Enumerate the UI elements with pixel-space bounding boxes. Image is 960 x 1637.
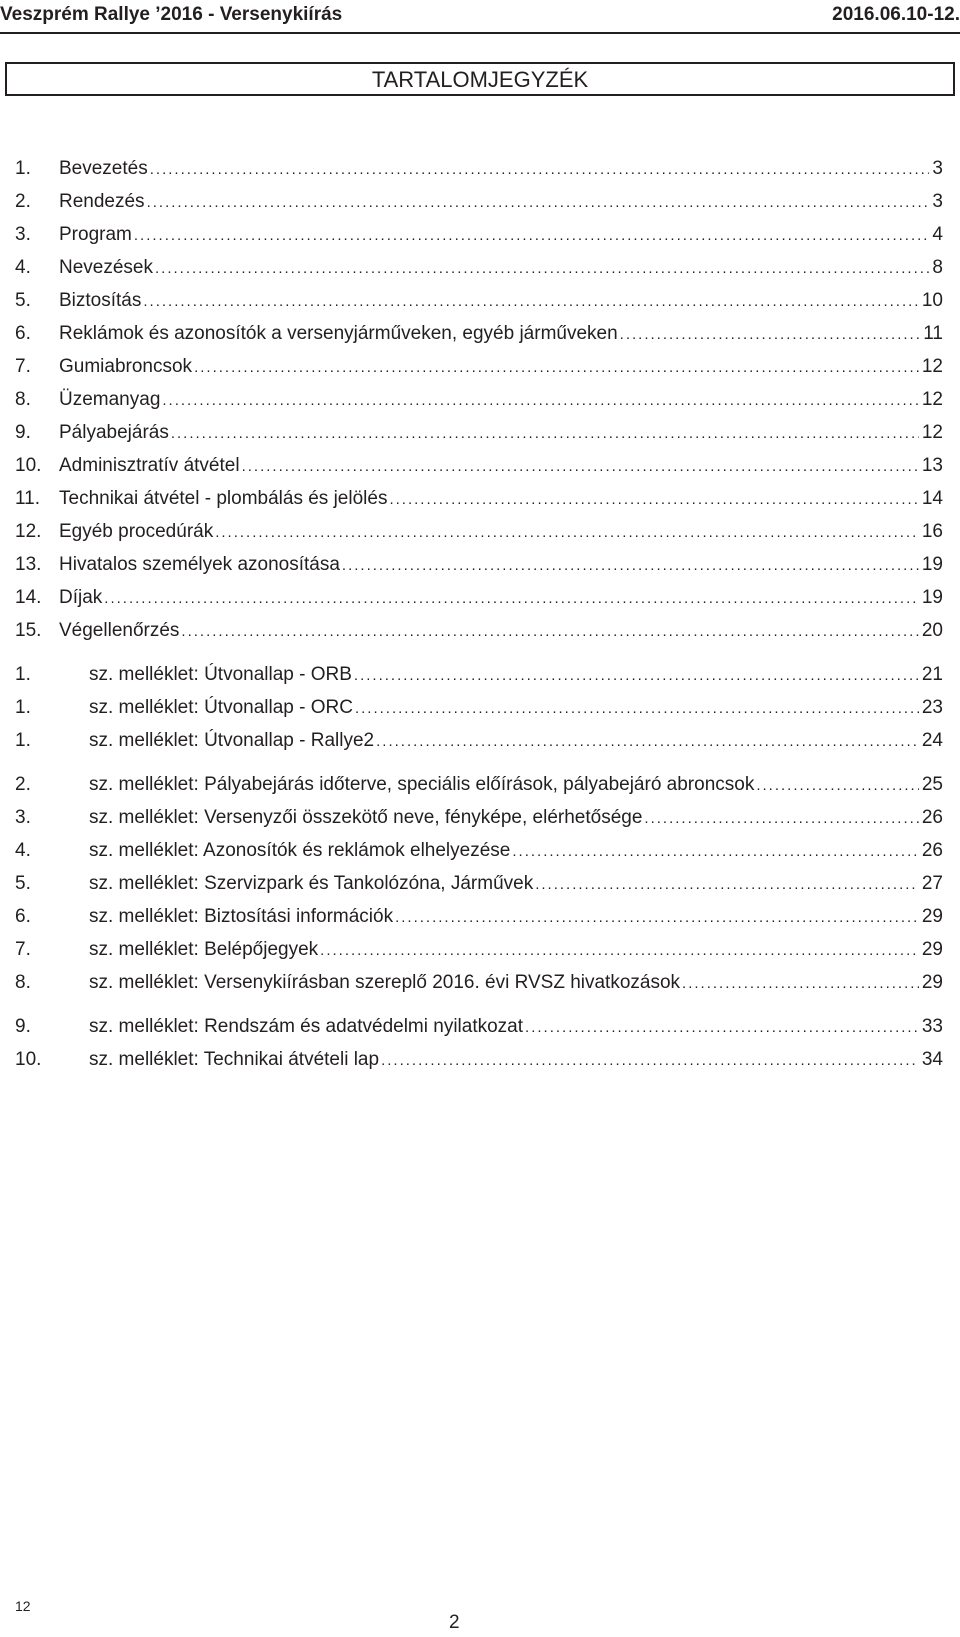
appendix-number: 7. <box>15 939 31 960</box>
appendix-row[interactable] <box>15 658 943 691</box>
appendix-number: 3. <box>15 807 31 828</box>
dot-leader <box>355 692 919 725</box>
dot-leader <box>150 153 930 186</box>
dot-leader <box>320 934 919 967</box>
toc-page: 11 <box>923 323 943 344</box>
appendix-page: 21 <box>921 664 943 685</box>
toc-row[interactable] <box>15 350 943 383</box>
appendix-row[interactable] <box>15 834 943 867</box>
appendix-number: 8. <box>15 972 31 993</box>
appendix-row[interactable] <box>15 801 943 834</box>
appendix-text: sz. melléklet: Pályabejárás időterve, speciális előírások, pályabejáró abroncsok <box>89 774 755 795</box>
dot-leader <box>171 417 919 450</box>
appendix-page: 27 <box>921 873 943 894</box>
dot-leader <box>381 1044 919 1077</box>
appendix-text: sz. melléklet: Technikai átvételi lap <box>89 1049 380 1070</box>
appendix-row[interactable] <box>15 900 943 933</box>
toc-row[interactable] <box>15 218 943 251</box>
appendix-row[interactable] <box>15 933 943 966</box>
toc-row[interactable] <box>15 317 943 350</box>
appendix-text: sz. melléklet: Belépőjegyek <box>89 939 319 960</box>
toc-number: 12. <box>15 521 42 542</box>
appendix-number: 10. <box>15 1049 42 1070</box>
dot-leader <box>389 483 918 516</box>
toc-number: 9. <box>15 422 31 443</box>
toc-page: 12 <box>921 389 943 410</box>
toc-number: 11. <box>15 488 41 509</box>
toc-page: 3 <box>932 191 943 212</box>
toc-title: TARTALOMJEGYZÉK <box>371 67 589 92</box>
dot-leader <box>354 659 919 692</box>
toc-page: 4 <box>932 224 943 245</box>
dot-leader <box>242 450 919 483</box>
toc-row[interactable] <box>15 614 943 647</box>
appendix-row[interactable] <box>15 724 943 757</box>
appendix-text: sz. melléklet: Útvonallap - Rallye2 <box>89 730 375 751</box>
table-of-contents <box>15 152 943 1076</box>
dot-leader <box>512 835 919 868</box>
toc-number: 15. <box>15 620 42 641</box>
toc-text: Reklámok és azonosítók a versenyjárműveken, egyéb járműveken <box>59 323 618 344</box>
toc-text: Végellenőrzés <box>59 620 180 641</box>
appendix-row[interactable] <box>15 768 943 801</box>
dot-leader <box>194 351 919 384</box>
toc-text: Nevezések <box>59 257 153 278</box>
toc-text: Üzemanyag <box>59 389 161 410</box>
appendix-number: 4. <box>15 840 31 861</box>
toc-row[interactable] <box>15 449 943 482</box>
toc-number: 14. <box>15 587 42 608</box>
toc-text: Biztosítás <box>59 290 142 311</box>
dot-leader <box>181 615 918 648</box>
toc-page: 3 <box>932 158 943 179</box>
appendix-row[interactable] <box>15 691 943 724</box>
toc-row[interactable] <box>15 152 943 185</box>
toc-text: Adminisztratív átvétel <box>59 455 240 476</box>
toc-text: Pályabejárás <box>59 422 169 443</box>
appendix-text: sz. melléklet: Szervizpark és Tankolózóna, Járművek <box>89 873 534 894</box>
toc-text: Technikai átvétel - plombálás és jelölés <box>59 488 388 509</box>
dot-leader <box>134 219 930 252</box>
toc-row[interactable] <box>15 482 943 515</box>
dot-leader <box>535 868 919 901</box>
toc-row[interactable] <box>15 251 943 284</box>
toc-page: 16 <box>921 521 943 542</box>
dot-leader <box>682 967 919 1000</box>
toc-row[interactable] <box>15 515 943 548</box>
toc-text: Bevezetés <box>59 158 148 179</box>
appendix-text: sz. melléklet: Útvonallap - ORB <box>89 664 352 685</box>
toc-page: 19 <box>921 587 943 608</box>
appendix-page: 23 <box>921 697 943 718</box>
toc-page: 8 <box>932 257 943 278</box>
appendix-row[interactable] <box>15 867 943 900</box>
appendix-number: 6. <box>15 906 31 927</box>
toc-text: Program <box>59 224 132 245</box>
appendix-text: sz. melléklet: Versenyzői összekötő neve, fényképe, elérhetősége <box>89 807 643 828</box>
toc-page: 12 <box>921 356 943 377</box>
toc-text: Hivatalos személyek azonosítása <box>59 554 340 575</box>
dot-leader <box>143 285 918 318</box>
toc-text: Egyéb procedúrák <box>59 521 214 542</box>
appendix-number: 1. <box>15 730 31 751</box>
toc-page: 12 <box>921 422 943 443</box>
toc-number: 7. <box>15 356 31 377</box>
toc-text: Díjak <box>59 587 103 608</box>
toc-number: 1. <box>15 158 31 179</box>
header-title: Veszprém Rallye ’2016 - Versenykiírás <box>0 4 343 25</box>
toc-number: 6. <box>15 323 31 344</box>
toc-title-box <box>5 62 955 96</box>
toc-row[interactable] <box>15 383 943 416</box>
header-divider <box>0 32 960 34</box>
toc-page: 14 <box>921 488 943 509</box>
appendix-page: 29 <box>921 972 943 993</box>
appendix-page: 29 <box>921 906 943 927</box>
toc-number: 2. <box>15 191 31 212</box>
footer-left-number: 12 <box>15 1598 31 1614</box>
appendix-row[interactable] <box>15 966 943 999</box>
toc-page: 19 <box>921 554 943 575</box>
appendix-page: 24 <box>921 730 943 751</box>
toc-number: 13. <box>15 554 42 575</box>
dot-leader <box>395 901 919 934</box>
dot-leader <box>147 186 930 219</box>
toc-number: 3. <box>15 224 31 245</box>
appendix-number: 9. <box>15 1016 31 1037</box>
dot-leader <box>644 802 918 835</box>
appendix-row[interactable] <box>15 1010 943 1043</box>
toc-page: 20 <box>921 620 943 641</box>
toc-number: 8. <box>15 389 31 410</box>
appendix-text: sz. melléklet: Rendszám és adatvédelmi nyilatkozat <box>89 1016 524 1037</box>
appendix-number: 1. <box>15 664 31 685</box>
dot-leader <box>620 318 921 351</box>
page-header <box>0 4 960 34</box>
toc-row[interactable] <box>15 548 943 581</box>
appendix-number: 5. <box>15 873 31 894</box>
toc-row[interactable] <box>15 581 943 614</box>
toc-page: 10 <box>921 290 943 311</box>
appendix-row[interactable] <box>15 1043 943 1076</box>
appendix-page: 34 <box>921 1049 943 1070</box>
page-number: 2 <box>449 1612 460 1633</box>
header-date: 2016.06.10-12. <box>832 4 960 25</box>
appendix-text: sz. melléklet: Versenykiírásban szereplő 2016. évi RVSZ hivatkozások <box>89 972 681 993</box>
appendix-page: 33 <box>921 1016 943 1037</box>
toc-number: 10. <box>15 455 42 476</box>
toc-row[interactable] <box>15 416 943 449</box>
appendix-text: sz. melléklet: Biztosítási információk <box>89 906 394 927</box>
toc-text: Gumiabroncsok <box>59 356 193 377</box>
dot-leader <box>215 516 919 549</box>
appendix-page: 26 <box>921 807 943 828</box>
dot-leader <box>104 582 919 615</box>
appendix-page: 26 <box>921 840 943 861</box>
appendix-number: 1. <box>15 697 31 718</box>
appendix-text: sz. melléklet: Útvonallap - ORC <box>89 697 353 718</box>
toc-number: 4. <box>15 257 31 278</box>
toc-text: Rendezés <box>59 191 145 212</box>
appendix-text: sz. melléklet: Azonosítók és reklámok elhelyezése <box>89 840 511 861</box>
toc-row[interactable] <box>15 185 943 218</box>
dot-leader <box>155 252 929 285</box>
dot-leader <box>162 384 918 417</box>
dot-leader <box>756 769 919 802</box>
appendix-page: 25 <box>921 774 943 795</box>
appendix-number: 2. <box>15 774 31 795</box>
dot-leader <box>525 1011 919 1044</box>
dot-leader <box>376 725 919 758</box>
toc-row[interactable] <box>15 284 943 317</box>
toc-page: 13 <box>921 455 943 476</box>
appendix-page: 29 <box>921 939 943 960</box>
dot-leader <box>342 549 919 582</box>
toc-number: 5. <box>15 290 31 311</box>
